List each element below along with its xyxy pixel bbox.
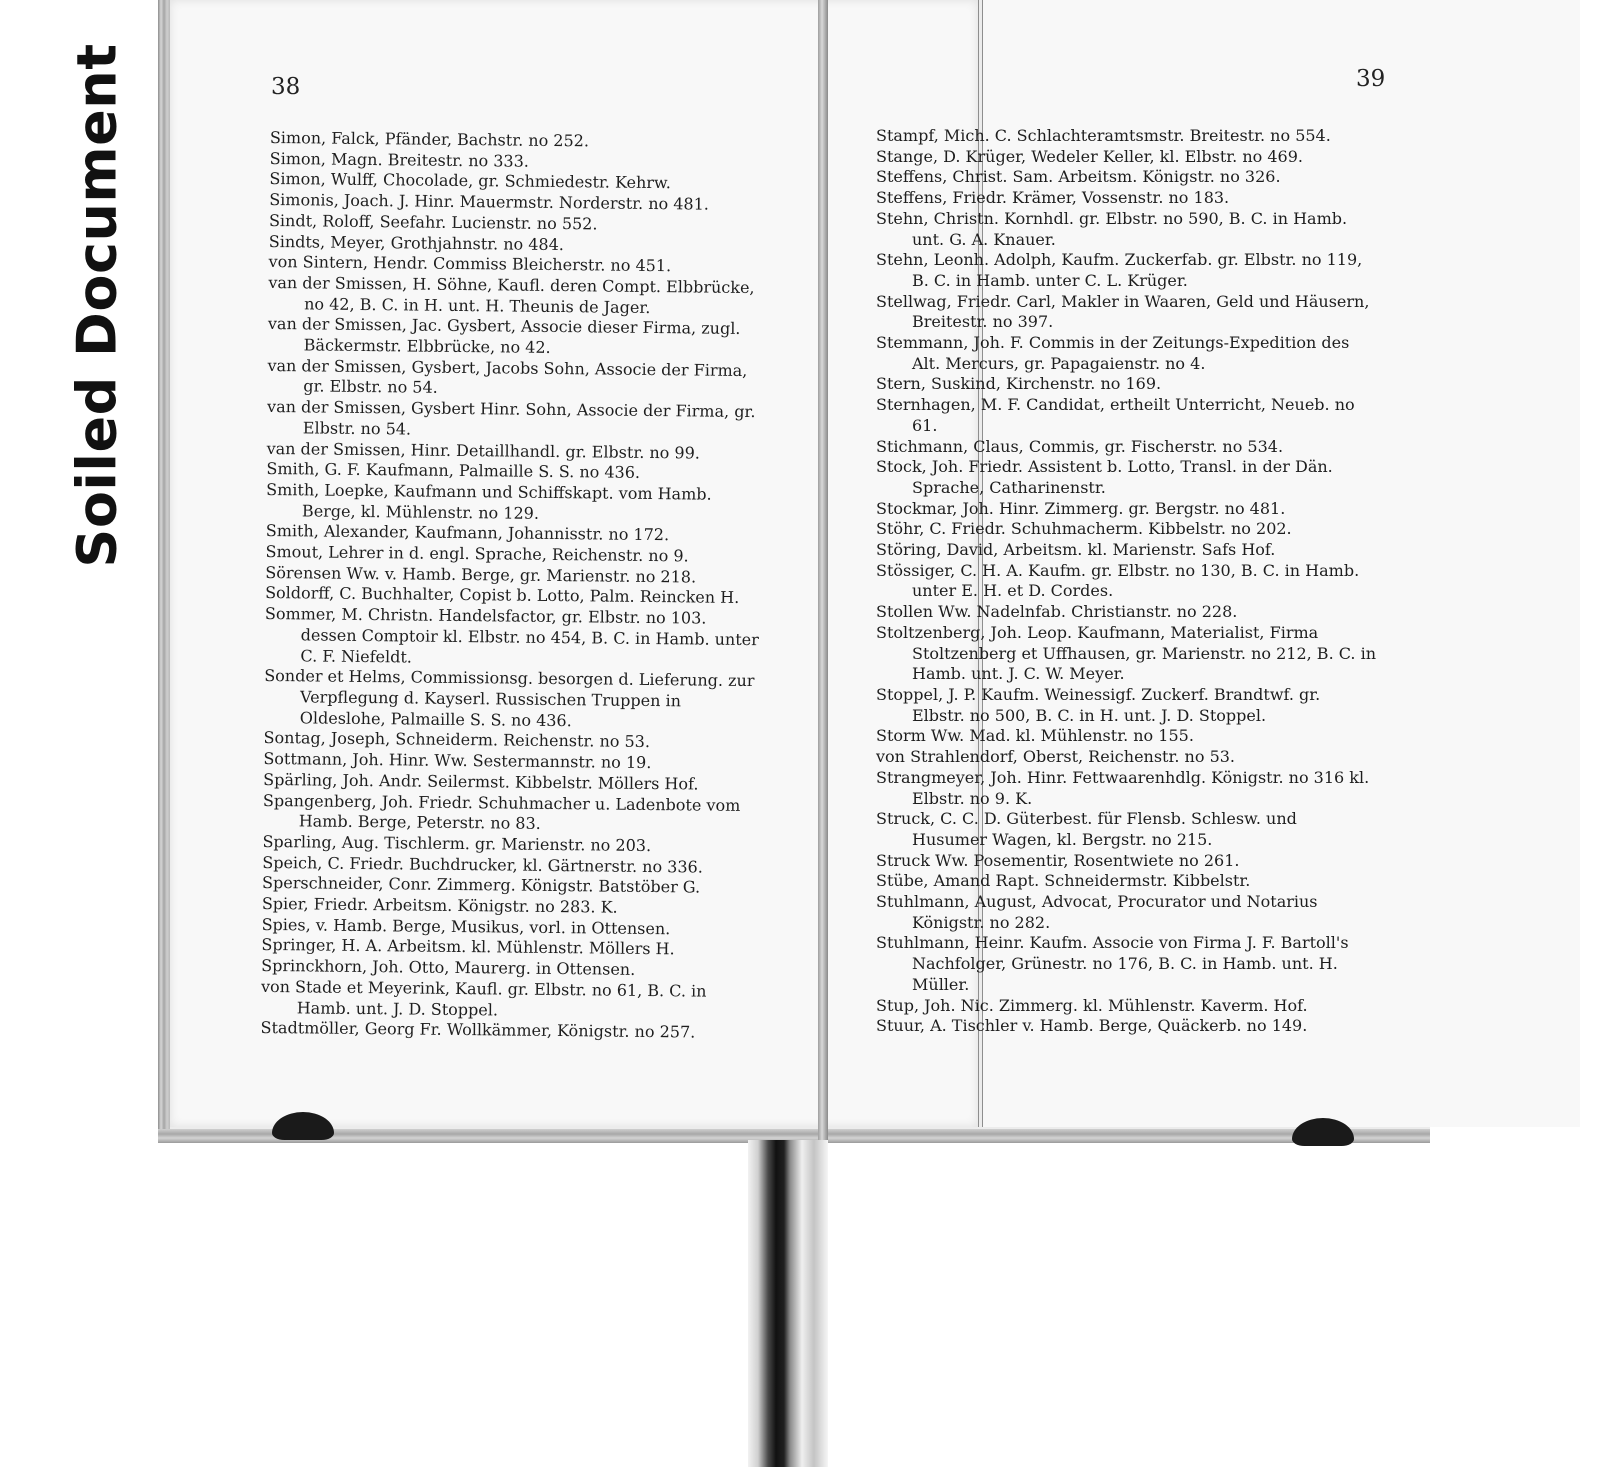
directory-entry: Spangenberg, Joh. Friedr. Schuhmacher u. Ladenbote vom Hamb. Berge, Peterstr. no 83. (262, 790, 741, 834)
directory-entry: Springer, H. A. Arbeitsm. kl. Mühlenstr. Möllers H. (261, 935, 675, 959)
directory-entry: Stollen Ww. Nadelnfab. Christianstr. no 228. (876, 602, 1238, 622)
page-edge (158, 0, 170, 1131)
directory-entry: Stadtmöller, Georg Fr. Wollkämmer, Königstr. no 257. (260, 1018, 696, 1042)
directory-entry: Stehn, Christn. Kornhdl. gr. Elbstr. no 590, B. C. in Hamb. unt. G. A. Knauer. (876, 208, 1348, 249)
directory-entry: Stuur, A. Tischler v. Hamb. Berge, Quäckerb. no 149. (876, 1016, 1308, 1036)
directory-entry: Spier, Friedr. Arbeitsm. Königstr. no 283. K. (261, 893, 618, 917)
directory-entry: Stuhlmann, August, Advocat, Procurator und Notarius Königstr. no 282. (876, 892, 1318, 932)
directory-entry: van der Smissen, Jac. Gysbert, Associe dieser Firma, zugl. Bäckermstr. Elbbrücke, no 42. (267, 314, 741, 357)
right-entry-list (876, 126, 1376, 1037)
directory-entry: Sternhagen, M. F. Candidat, ertheilt Unterricht, Neueb. no 61. (876, 395, 1355, 435)
directory-entry: Steffens, Christ. Sam. Arbeitsm. Königstr. no 326. (876, 167, 1281, 187)
directory-entry: Sontag, Joseph, Schneiderm. Reichenstr. no 53. (263, 728, 651, 752)
book-spine (748, 1140, 828, 1467)
directory-entry: Struck Ww. Posementir, Rosentwiete no 261. (876, 850, 1240, 870)
left-page-number: 38 (271, 74, 301, 100)
directory-entry: Stehn, Leonh. Adolph, Kaufm. Zuckerfab. gr. Elbstr. no 119, B. C. in Hamb. unter C. L. Krüger. (876, 250, 1363, 290)
directory-entry: Soldorff, C. Buchhalter, Copist b. Lotto, Palm. Reincken H. (265, 583, 740, 608)
directory-entry: Speich, C. Friedr. Buchdrucker, kl. Gärtnerstr. no 336. (262, 852, 703, 877)
directory-entry: Smith, Alexander, Kaufmann, Johannisstr. no 172. (265, 521, 670, 545)
book-gutter (818, 0, 828, 1143)
directory-entry: Struck, C. C. D. Güterbest. für Flensb. Schlesw. und Husumer Wagen, kl. Bergstr. no 215. (876, 809, 1297, 849)
directory-entry: Simon, Wulff, Chocolade, gr. Schmiedestr. Kehrw. (269, 169, 671, 193)
directory-entry: Sperschneider, Conr. Zimmerg. Königstr. Batstöber G. (261, 873, 701, 897)
watermark-label (62, 40, 132, 570)
directory-entry: Stuhlmann, Heinr. Kaufm. Associe von Firma J. F. Bartoll's Nachfolger, Grünestr. no 176, B. C. in Hamb. unt. H. Müller. (876, 933, 1349, 994)
directory-entry: Smith, G. F. Kaufmann, Palmaille S. S. no 436. (266, 459, 641, 483)
directory-entry: van der Smissen, H. Söhne, Kaufl. deren Compt. Elbbrücke, no 42, B. C. in H. unt. H. Theunis de Jager. (268, 272, 755, 317)
watermark-text: Soiled Document (65, 42, 129, 568)
directory-entry: von Strahlendorf, Oberst, Reichenstr. no 53. (876, 747, 1236, 767)
directory-entry: Spärling, Joh. Andr. Seilermst. Kibbelstr. Möllers Hof. (263, 769, 699, 794)
directory-entry: Sprinckhorn, Joh. Otto, Maurerg. in Ottensen. (261, 956, 636, 979)
directory-entry: Stemmann, Joh. F. Commis in der Zeitungs-Expedition des Alt. Mercurs, gr. Papagaienstr. no 4. (876, 333, 1350, 373)
right-page-number: 39 (1356, 66, 1386, 92)
directory-entry: Stange, D. Krüger, Wedeler Keller, kl. Elbstr. no 469. (876, 146, 1303, 166)
directory-entry: Strangmeyer, Joh. Hinr. Fettwaarenhdlg. Königstr. no 316 kl. Elbstr. no 9. K. (876, 767, 1370, 808)
directory-entry: Smout, Lehrer in d. engl. Sprache, Reichenstr. no 9. (265, 542, 689, 566)
directory-entry: Störing, David, Arbeitsm. kl. Marienstr. Safs Hof. (876, 540, 1276, 560)
directory-entry: Storm Ww. Mad. kl. Mühlenstr. no 155. (876, 726, 1194, 746)
directory-entry: von Stade et Meyerink, Kaufl. gr. Elbstr. no 61, B. C. in Hamb. unt. J. D. Stoppel. (260, 976, 707, 1019)
directory-entry: Stübe, Amand Rapt. Schneidermstr. Kibbelstr. (876, 871, 1251, 891)
directory-entry: Stichmann, Claus, Commis, gr. Fischerstr. no 534. (876, 436, 1284, 456)
directory-entry: von Sintern, Hendr. Commiss Bleicherstr. no 451. (268, 252, 672, 276)
directory-entry: Stoltzenberg, Joh. Leop. Kaufmann, Materialist, Firma Stoltzenberg et Uffhausen, gr. Marienstr. no 212, B. C. in Hamb. unt. J. C. W. Meyer. (876, 622, 1376, 684)
directory-entry: Smith, Loepke, Kaufmann und Schiffskapt. vom Hamb. Berge, kl. Mühlenstr. no 129. (266, 479, 712, 523)
directory-entry: Steffens, Friedr. Krämer, Vossenstr. no 183. (876, 188, 1230, 208)
directory-entry: Stern, Suskind, Kirchenstr. no 169. (876, 374, 1162, 394)
directory-entry: Stup, Joh. Nic. Zimmerg. kl. Mühlenstr. Kaverm. Hof. (876, 995, 1308, 1015)
directory-entry: van der Smissen, Gysbert, Jacobs Sohn, Associe der Firma, gr. Elbstr. no 54. (267, 355, 748, 398)
directory-entry: Stöhr, C. Friedr. Schuhmacherm. Kibbelstr. no 202. (876, 519, 1292, 539)
directory-entry: Sindts, Meyer, Grothjahnstr. no 484. (268, 231, 565, 254)
directory-entry: Stellwag, Friedr. Carl, Makler in Waaren, Geld und Häusern, Breitestr. no 397. (876, 291, 1370, 332)
directory-entry: Stössiger, C. H. A. Kaufm. gr. Elbstr. no 130, B. C. in Hamb. unter E. H. et D. Cordes. (876, 560, 1360, 601)
directory-entry: Sindt, Roloff, Seefahr. Lucienstr. no 552. (268, 210, 598, 234)
directory-entry: van der Smissen, Gysbert Hinr. Sohn, Associe der Firma, gr. Elbstr. no 54. (266, 397, 756, 439)
directory-entry: Sottmann, Joh. Hinr. Ww. Sestermannstr. no 19. (263, 749, 652, 773)
directory-entry: Stock, Joh. Friedr. Assistent b. Lotto, Transl. in der Dän. Sprache, Catharinenstr. (876, 457, 1333, 497)
left-entry-list (260, 128, 770, 1044)
directory-entry: Sommer, M. Christn. Handelsfactor, gr. Elbstr. no 103. dessen Comptoir kl. Elbstr. no 454, B. C. in Hamb. unter C. F. Niefeldt. (264, 604, 759, 667)
directory-entry: Stoppel, J. P. Kaufm. Weinessigf. Zuckerf. Brandtwf. gr. Elbstr. no 500, B. C. in H. unt. J. D. Stoppel. (876, 684, 1321, 725)
directory-entry: Spies, v. Hamb. Berge, Musikus, vorl. in Ottensen. (261, 914, 671, 938)
directory-entry: Simon, Falck, Pfänder, Bachstr. no 252. (269, 128, 590, 151)
directory-entry: Sparling, Aug. Tischlerm. gr. Marienstr. no 203. (262, 831, 652, 855)
directory-entry: Sonder et Helms, Commissionsg. besorgen d. Lieferung. zur Verpflegung d. Kayserl. Russischen Truppen in Oldeslohe, Palmaille S. S. no 436. (264, 666, 755, 730)
directory-entry: Sörensen Ww. v. Hamb. Berge, gr. Marienstr. no 218. (265, 562, 697, 587)
directory-entry: Simon, Magn. Breitestr. no 333. (269, 148, 530, 171)
directory-entry: Stockmar, Joh. Hinr. Zimmerg. gr. Bergstr. no 481. (876, 498, 1286, 518)
directory-entry: van der Smissen, Hinr. Detaillhandl. gr. Elbstr. no 99. (266, 438, 701, 463)
directory-entry: Simonis, Joach. J. Hinr. Mauermstr. Norderstr. no 481. (269, 190, 710, 214)
directory-entry: Stampf, Mich. C. Schlachteramtsmstr. Breitestr. no 554. (876, 126, 1331, 145)
